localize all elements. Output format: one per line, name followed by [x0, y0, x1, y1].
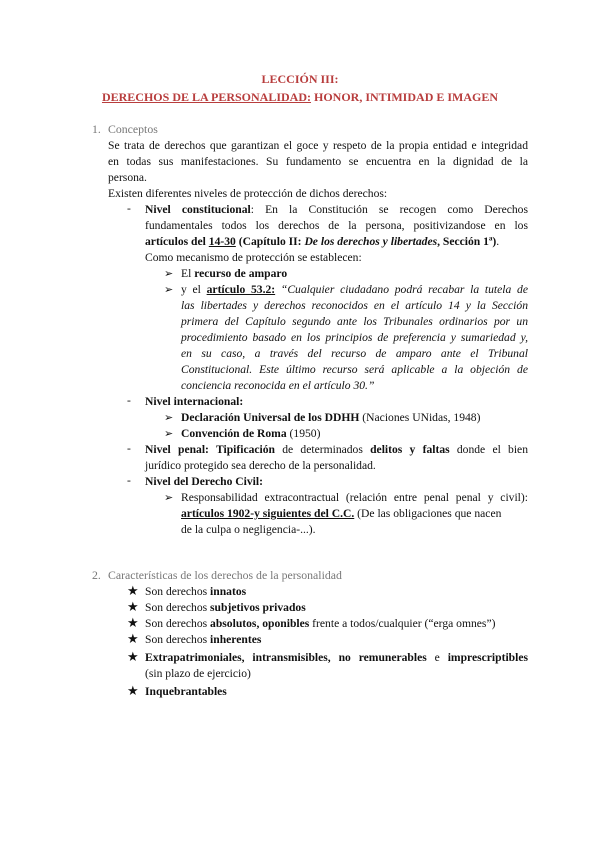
arrow-bullet-icon: ➢ [164, 412, 174, 424]
penal-line1: Nivel penal: Tipificación de determinados delitos y faltas donde el bien [145, 443, 529, 456]
star-icon: ★ [127, 615, 139, 630]
caracteristica-item-5: Extrapatrimoniales, intransmisibles, no remunerables e imprescriptibles [145, 651, 528, 664]
lesson-subtitle [0, 90, 600, 105]
dash-bullet: - [127, 474, 131, 487]
caracteristica-item: Son derechos subjetivos privados [145, 601, 306, 614]
articulo-53-line4: procedimiento basado en los principios de preferencia y sumariedad y, [181, 331, 528, 344]
section1-heading: Conceptos [108, 122, 158, 136]
articulo-53-line2: las libertades y derechos reconocidos en el artículo 14 y la Sección [181, 299, 528, 312]
civil-line2: artículos 1902-y siguientes del C.C. (De las obligaciones que nacen [181, 507, 502, 520]
recurso-amparo-item: El recurso de amparo [181, 267, 288, 280]
caracteristica-item: Son derechos inherentes [145, 633, 262, 646]
internacional-label: Nivel internacional: [145, 395, 244, 408]
section1-number: 1. [92, 122, 101, 136]
section2-heading: Características de los derechos de la personalidad [108, 568, 342, 582]
constitucional-line1: Nivel constitucional: En la Constitución se recogen como Derechos [145, 203, 528, 216]
subtitle-rest: HONOR, INTIMIDAD E IMAGEN [311, 90, 499, 104]
civil-line3: de la culpa o negligencia-...). [181, 523, 316, 536]
articulo-53-line5: en su caso, a través del recurso de amparo ante el Tribunal [181, 347, 528, 360]
lesson-title: LECCIÓN III: [261, 72, 339, 86]
convencion-item: Convención de Roma (1950) [181, 427, 321, 440]
star-icon: ★ [127, 683, 139, 698]
caracteristica-item-5-line2: (sin plazo de ejercicio) [145, 667, 251, 680]
dash-bullet: - [127, 442, 131, 455]
civil-label: Nivel del Derecho Civil: [145, 475, 263, 488]
arrow-bullet-icon: ➢ [164, 492, 174, 504]
articulo-53-line1: y el artículo 53.2: “Cualquier ciudadano podrá recabar la tutela de [181, 283, 528, 296]
arrow-bullet-icon: ➢ [164, 428, 174, 440]
dash-bullet: - [127, 394, 131, 407]
star-icon: ★ [127, 649, 139, 664]
dash-bullet: - [127, 202, 131, 215]
star-icon: ★ [127, 583, 139, 598]
para1-line2: en todas sus manifestaciones. Su fundamento se encuentra en la dignidad de la [108, 155, 528, 168]
star-icon: ★ [127, 599, 139, 614]
declaracion-item: Declaración Universal de los DDHH (Naciones UNidas, 1948) [181, 411, 481, 424]
star-icon: ★ [127, 631, 139, 646]
subtitle-underlined: DERECHOS DE LA PERSONALIDAD: [101, 90, 312, 104]
arrow-bullet-icon: ➢ [164, 284, 174, 296]
articulo-53-line6: Constitucional. Este último recurso será aplicable a la objeción de [181, 363, 528, 376]
caracteristica-item-6: Inquebrantables [145, 685, 227, 698]
constitucional-line2: fundamentales todos los derechos de la persona, positivizandose en los [145, 219, 528, 232]
para1-line3: persona. [108, 171, 147, 184]
arrow-bullet-icon: ➢ [164, 268, 174, 280]
section2-number: 2. [92, 568, 101, 582]
constitucional-mecanismo: Como mecanismo de protección se establecen: [145, 251, 362, 264]
articulo-53-line7: conciencia reconocida en el artículo 30.” [181, 379, 375, 392]
constitucional-line3: artículos del 14-30 (Capítulo II: De los derechos y libertades, Sección 1ª). [145, 235, 500, 248]
civil-line1: Responsabilidad extracontractual (relación entre penal penal y civil): [181, 491, 528, 504]
penal-line2: jurídico protegido sea derecho de la personalidad. [145, 459, 376, 472]
para1-line1: Se trata de derechos que garantizan el goce y respeto de la propia entidad e integridad [108, 139, 528, 152]
caracteristica-item: Son derechos absolutos, oponibles frente a todos/cualquier (“erga omnes”) [145, 617, 496, 630]
caracteristica-item: Son derechos innatos [145, 585, 247, 598]
articulo-53-line3: primera del Capítulo segundo ante los Tribunales ordinarios por un [181, 315, 528, 328]
para2: Existen diferentes niveles de protección de dichos derechos: [108, 187, 388, 200]
